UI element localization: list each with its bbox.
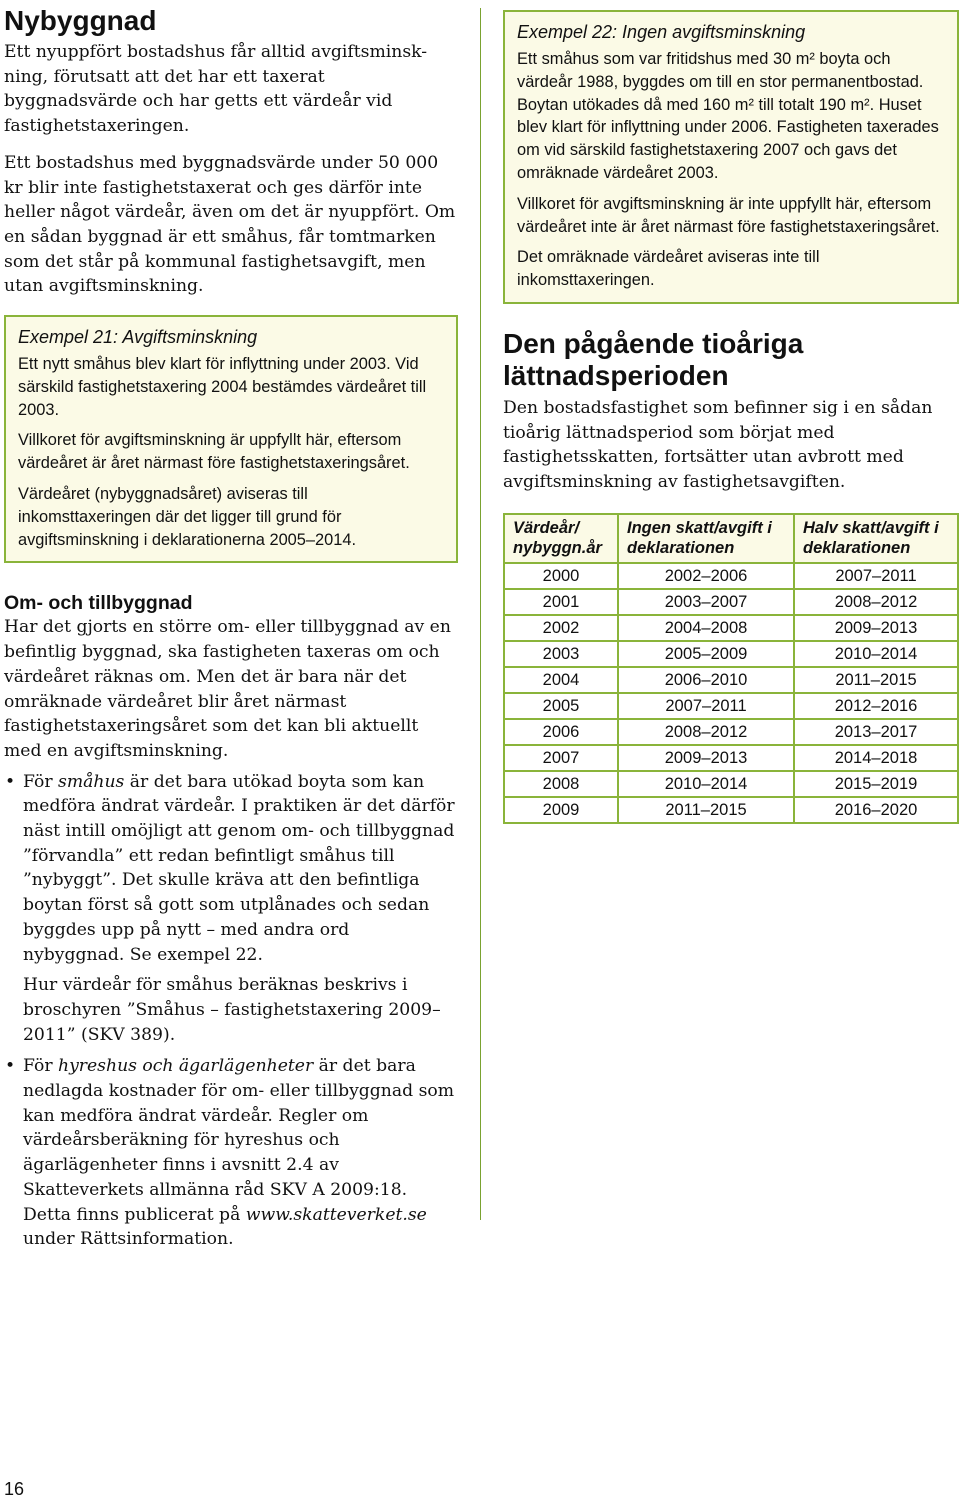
table-row bbox=[504, 589, 958, 615]
bullet-icon: • bbox=[5, 771, 16, 792]
table-cell: 2003–2007 bbox=[618, 589, 794, 615]
table-cell: 2010–2014 bbox=[794, 641, 958, 667]
table-cell: 2007 bbox=[504, 745, 618, 771]
table-row bbox=[504, 745, 958, 771]
example-paragraph: Det omräknade värdeåret aviseras inte till inkomsttaxeringen. bbox=[517, 248, 820, 290]
table-cell: 2002 bbox=[504, 615, 618, 641]
website-link[interactable]: www.skatteverket.se bbox=[245, 1204, 427, 1225]
table-row bbox=[504, 641, 958, 667]
table-cell: 2007–2011 bbox=[794, 563, 958, 589]
table-cell: 2008 bbox=[504, 771, 618, 797]
table-cell: 2006 bbox=[504, 719, 618, 745]
example-22-box bbox=[503, 10, 959, 304]
table-row bbox=[504, 693, 958, 719]
paragraph: Har det gjorts en större om- eller tillbyggnad av en befintlig byggnad, ska fastigheten taxeras om och värdeåret räknas om. Men det är bara när det omräknade värdeåret blir året närmast fastighetstaxeringsåret som det kan bli aktuellt med en avgiftsminskning. bbox=[4, 617, 451, 761]
table-cell: 2015–2019 bbox=[794, 771, 958, 797]
table-cell: 2009–2013 bbox=[618, 745, 794, 771]
subsection-title-om-och-tillbyggnad: Om- och tillbyggnad bbox=[4, 592, 193, 615]
table-cell: 2012–2016 bbox=[794, 693, 958, 719]
list-item-text: För hyreshus och ägarlägenheter är det bara nedlagda kostnader för om- eller tillbyggnad som kan medföra ändrat värdeår. Regler om värdeårsberäkning för hyreshus och ägarlägenheter finns i avsnitt 2.4 av Skatteverkets allmänna råd SKV A 2009:18. Detta finns publicerat på www.skatteverket.se under Rättsinformation. bbox=[23, 1056, 455, 1250]
example-paragraph: Villkoret för avgiftsminskning är uppfyllt här, eftersom värdeåret är året närmast före fastighetstaxeringsåret. bbox=[18, 431, 410, 473]
example-paragraph: Ett småhus som var fritidshus med 30 m² boyta och värdeår 1988, byggdes om till en stor permanentbostad. Boytan utökades då med 160 m² till totalt 190 m². Huset blev klart för inflyttning under 2006. Fastigheten taxerades om vid särskild fastighetstaxering 2007 och gavs det omräknade värdeåret 2003. bbox=[517, 50, 939, 182]
table-cell: 2011–2015 bbox=[618, 797, 794, 823]
column-divider bbox=[480, 8, 481, 1220]
example-title: Exempel 22: Ingen avgiftsminskning bbox=[517, 22, 806, 42]
right-column bbox=[503, 10, 959, 824]
table-row bbox=[504, 797, 958, 823]
emphasis: hyreshus och ägarlägenheter bbox=[58, 1056, 314, 1077]
list-item-text: För småhus är det bara utökad boyta som kan medföra ändrat värdeår. I praktiken är det därför näst intill omöjligt att genom om- och tillbyggnad ”förvandla” ett redan befintligt småhus till ”nybyggt”. Det skulle kräva att den befintliga boytan först så gott som utplånades och sedan byggdes upp på nytt – med andra ord nybyggnad. Se exempel 22. bbox=[23, 771, 455, 965]
table-cell: 2013–2017 bbox=[794, 719, 958, 745]
column-header: Halv skatt/avgift i deklarationen bbox=[794, 514, 958, 563]
example-paragraph: Värdeåret (nybyggnadsåret) aviseras till inkomsttaxeringen där det ligger till grund för avgiftsminskning i deklarationerna 2005–2014. bbox=[18, 485, 357, 549]
emphasis: småhus bbox=[58, 771, 125, 792]
table-cell: 2008–2012 bbox=[794, 589, 958, 615]
list-item bbox=[4, 770, 456, 1048]
table-row bbox=[504, 771, 958, 797]
bullet-list bbox=[4, 770, 456, 1252]
table-cell: 2003 bbox=[504, 641, 618, 667]
list-item bbox=[4, 1054, 456, 1252]
table-cell: 2004–2008 bbox=[618, 615, 794, 641]
column-header: Ingen skatt/avgift i deklarationen bbox=[618, 514, 794, 563]
left-column bbox=[4, 6, 456, 1252]
table-row bbox=[504, 615, 958, 641]
relief-period-table bbox=[503, 513, 959, 824]
example-title: Exempel 21: Avgiftsminskning bbox=[18, 327, 258, 348]
table-cell: 2005 bbox=[504, 693, 618, 719]
table-header-row bbox=[504, 514, 958, 563]
example-paragraph: Villkoret för avgiftsminskning är inte uppfyllt här, eftersom värdeåret inte är året närmast före fastighetstaxeringsåret. bbox=[517, 194, 940, 236]
table-cell: 2011–2015 bbox=[794, 667, 958, 693]
section-title-lattnadsperioden: Den pågående tioåriga lättnadsperioden bbox=[503, 327, 804, 391]
table-row bbox=[504, 719, 958, 745]
table-cell: 2016–2020 bbox=[794, 797, 958, 823]
table-cell: 2009 bbox=[504, 797, 618, 823]
table-cell: 2007–2011 bbox=[618, 693, 794, 719]
table-row bbox=[504, 563, 958, 589]
table-cell: 2008–2012 bbox=[618, 719, 794, 745]
table-cell: 2009–2013 bbox=[794, 615, 958, 641]
page-number: 16 bbox=[4, 1479, 25, 1499]
example-21-box bbox=[4, 315, 458, 563]
bullet-icon: • bbox=[5, 1056, 16, 1077]
list-item-text: Hur värdeår för småhus beräknas beskrivs i broschyren ”Småhus – fastighetstaxering 2009–2011” (SKV 389). bbox=[23, 975, 441, 1045]
example-paragraph: Ett nytt småhus blev klart för inflyttning under 2003. Vid särskild fastighetstaxering 2004 bestämdes värdeåret till 2003. bbox=[18, 355, 427, 419]
section-title-nybyggnad: Nybyggnad bbox=[4, 5, 157, 36]
table-cell: 2001 bbox=[504, 589, 618, 615]
table-cell: 2002–2006 bbox=[618, 563, 794, 589]
paragraph: Ett bostadshus med byggnadsvärde under 50 000 kr blir inte fastighetstaxerat och ges därför inte heller något värdeår, även om det är nyuppfört. Om en sådan byggnad är ett småhus, får tomtmarken som det står på kommunal fastighetsavgift, men utan avgiftsminskning. bbox=[4, 152, 456, 297]
table-cell: 2010–2014 bbox=[618, 771, 794, 797]
column-header: Värdeår/ nybyggn.år bbox=[504, 514, 618, 563]
table-row bbox=[504, 667, 958, 693]
table-cell: 2006–2010 bbox=[618, 667, 794, 693]
table-cell: 2000 bbox=[504, 563, 618, 589]
table-cell: 2004 bbox=[504, 667, 618, 693]
table-cell: 2014–2018 bbox=[794, 745, 958, 771]
paragraph: Ett nyuppfört bostadshus får alltid avgiftsminsk-ning, förutsatt att det har ett taxerat byggnadsvärde och har getts ett värdeår vid fastighetstaxeringen. bbox=[4, 42, 428, 137]
table-cell: 2005–2009 bbox=[618, 641, 794, 667]
paragraph: Den bostadsfastighet som befinner sig i en sådan tioårig lättnadsperiod som börjat med fastighetsskatten, fortsätter utan avbrott med avgiftsminskning av fastighetsavgiften. bbox=[503, 397, 933, 493]
